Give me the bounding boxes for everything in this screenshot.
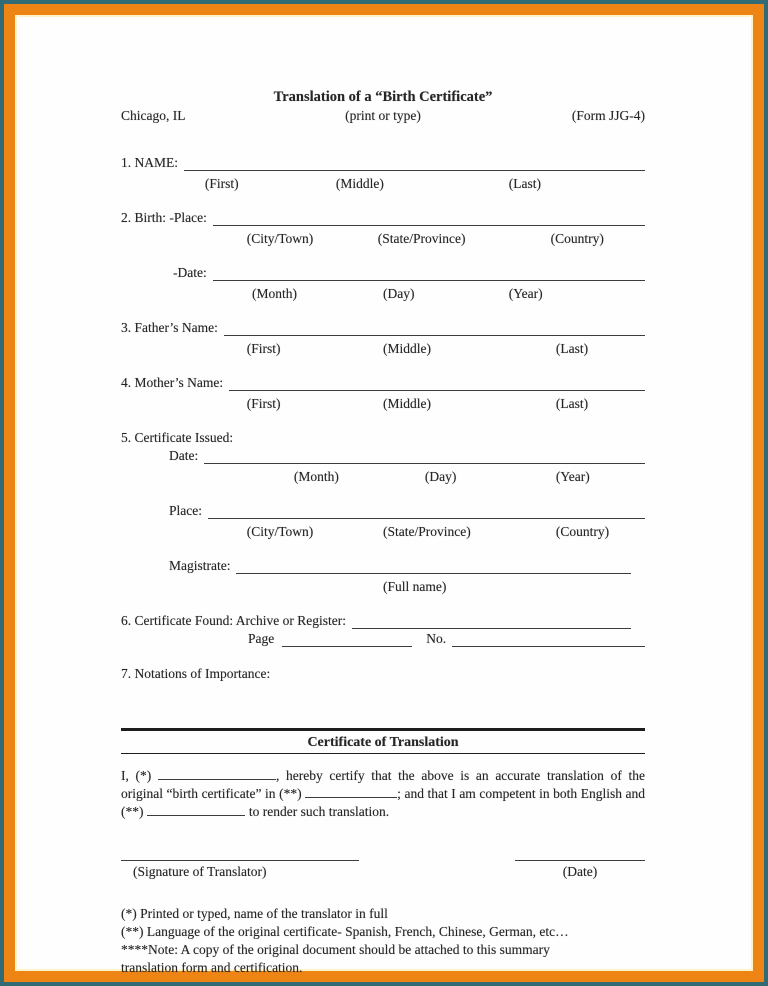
issued-date-label: Date:: [169, 448, 199, 463]
notations-label: 7. Notations of Importance:: [121, 666, 271, 681]
mother-name-label: 4. Mother’s Name:: [121, 375, 224, 390]
section-notations: [121, 664, 645, 682]
issued-date-sublabel-year: (Year): [555, 469, 590, 484]
no-blank-line: [452, 632, 645, 647]
footnote-double-asterisk: (**) Language of the original certificate- Spanish, French, Chinese, German, etc…: [121, 924, 569, 939]
name-blank-line: [184, 156, 645, 171]
issued-place-sublabel-country: (Country): [555, 524, 610, 539]
certificate-of-translation-heading: Certificate of Translation: [121, 734, 645, 754]
magistrate-label: Magistrate:: [169, 558, 231, 573]
birth-place-label: 2. Birth: -Place:: [121, 210, 207, 225]
decorative-border-orange: [4, 4, 764, 982]
issued-date-sublabel-day: (Day): [424, 469, 457, 484]
form-document: [17, 17, 751, 975]
statement-part3: ; and that I am competent in both English and (**): [121, 786, 646, 819]
father-name-blank-line: [224, 321, 645, 336]
footnote-note-line2: translation form and certification.: [121, 960, 303, 975]
original-language-blank: [305, 786, 397, 798]
page-blank-line: [282, 632, 412, 647]
statement-part1: I, (*): [121, 768, 152, 783]
birth-date-blank-line: [213, 266, 645, 281]
father-name-sublabel-first: (First): [246, 341, 281, 356]
section-birth-place: [121, 208, 645, 247]
issued-place-label: Place:: [169, 503, 202, 518]
birth-place-sublabel-state: (State/Province): [377, 231, 466, 246]
footnotes: [121, 905, 645, 977]
mother-name-sublabel-last: (Last): [555, 396, 589, 411]
translator-name-blank: [158, 768, 276, 780]
second-language-blank: [147, 804, 245, 816]
magistrate-sublabel-fullname: (Full name): [383, 579, 447, 594]
section-divider-rule: [121, 728, 645, 731]
section-certificate-found: [121, 611, 645, 647]
father-name-sublabel-last: (Last): [555, 341, 589, 356]
section-certificate-issued: [121, 428, 645, 595]
name-label: 1. NAME:: [121, 155, 178, 170]
name-sublabel-first: (First): [204, 176, 239, 191]
footnote-note-line1: ****Note: A copy of the original document should be attached to this summary: [121, 942, 550, 957]
header-form-number: (Form JJG-4): [571, 108, 645, 123]
footnote-asterisk: (*) Printed or typed, name of the translator in full: [121, 906, 388, 921]
signature-section: [121, 847, 645, 880]
name-sublabel-middle: (Middle): [335, 176, 384, 191]
father-name-label: 3. Father’s Name:: [121, 320, 218, 335]
translation-statement: [121, 767, 645, 821]
birth-date-sublabel-year: (Year): [508, 286, 543, 301]
father-name-sublabel-middle: (Middle): [383, 341, 431, 356]
issued-date-blank-line: [204, 449, 645, 464]
page-label: Page: [248, 631, 275, 646]
certificate-found-label: 6. Certificate Found: Archive or Register:: [121, 613, 346, 628]
birth-place-sublabel-city: (City/Town): [246, 231, 314, 246]
date-label: (Date): [562, 864, 598, 879]
date-blank-line: [515, 847, 645, 861]
form-subheader: [121, 107, 645, 124]
certificate-issued-label: 5. Certificate Issued:: [121, 430, 234, 445]
section-mother-name: [121, 373, 645, 412]
section-birth-date: [121, 263, 645, 302]
mother-name-sublabel-first: (First): [246, 396, 281, 411]
mother-name-sublabel-middle: (Middle): [383, 396, 431, 411]
mother-name-blank-line: [229, 376, 645, 391]
statement-part2: , hereby certify that the above is an accurate translation of the original “birth certificate” in (**): [121, 768, 645, 801]
birth-place-blank-line: [213, 211, 645, 226]
header-print-note: (print or type): [345, 108, 421, 123]
no-label: No.: [426, 631, 447, 646]
decorative-border-cream: [15, 15, 753, 975]
statement-part4: to render such translation.: [248, 804, 390, 819]
signature-blank-line: [121, 847, 359, 861]
form-title: Translation of a “Birth Certificate”: [273, 89, 493, 105]
birth-date-sublabel-month: (Month): [252, 286, 297, 301]
name-sublabel-last: (Last): [508, 176, 541, 191]
section-father-name: [121, 318, 645, 357]
archive-register-blank-line: [352, 614, 631, 629]
issued-date-sublabel-month: (Month): [293, 469, 339, 484]
issued-place-sublabel-state: (State/Province): [383, 524, 471, 539]
header-city: Chicago, IL: [121, 108, 186, 123]
magistrate-blank-line: [236, 559, 631, 574]
issued-place-blank-line: [208, 504, 645, 519]
birth-date-label: -Date:: [173, 265, 207, 280]
section-name: [121, 153, 645, 192]
signature-label: (Signature of Translator): [133, 864, 267, 879]
birth-place-sublabel-country: (Country): [550, 231, 604, 246]
issued-place-sublabel-city: (City/Town): [246, 524, 314, 539]
birth-date-sublabel-day: (Day): [383, 286, 415, 301]
